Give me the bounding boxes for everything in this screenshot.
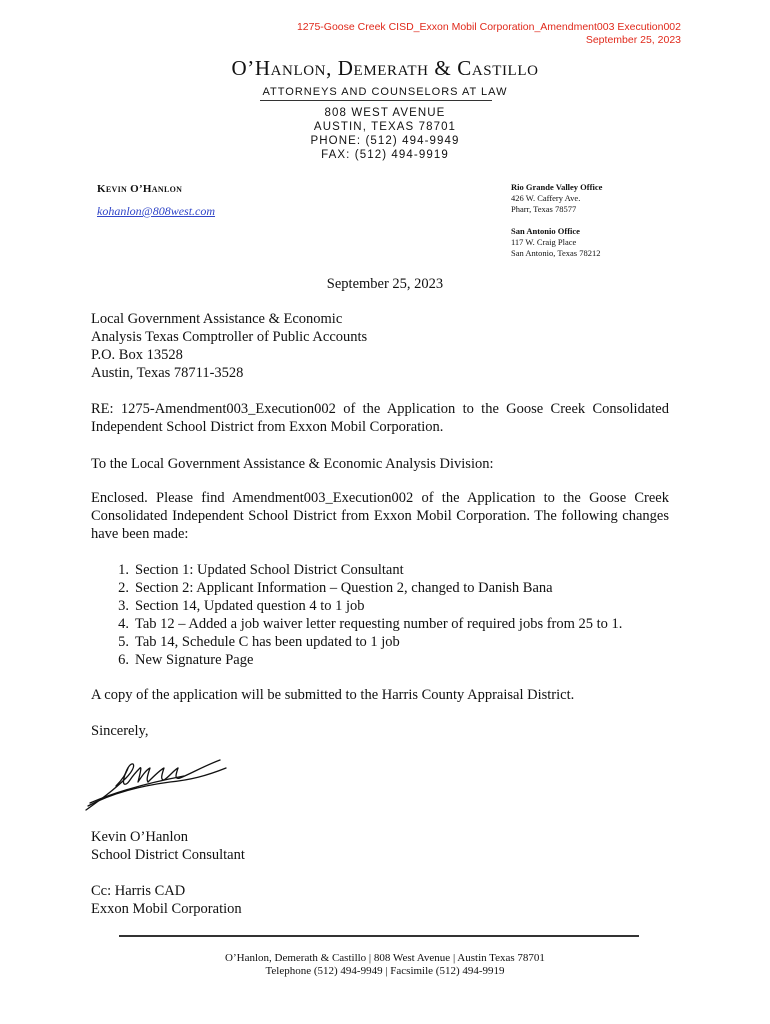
address-line: FAX: (512) 494-9919 <box>321 149 449 161</box>
list-number: 2. <box>118 580 129 596</box>
firm-name: O’Hanlon, Demerath & Castillo <box>231 56 539 80</box>
address-line: AUSTIN, TEXAS 78701 <box>313 121 457 133</box>
list-text: New Signature Page <box>135 652 254 668</box>
signer-title: School District Consultant <box>91 847 245 863</box>
list-number: 4. <box>118 616 129 632</box>
letterhead-divider <box>260 100 492 101</box>
page-footer <box>0 952 770 978</box>
footer-line: O’Hanlon, Demerath & Castillo | 808 West Avenue | Austin Texas 78701 <box>225 952 545 964</box>
office-address-line: 117 W. Craig Place <box>511 237 577 247</box>
list-item <box>91 561 669 579</box>
list-item <box>91 633 669 651</box>
office-title: Rio Grande Valley Office <box>511 182 603 192</box>
attorney-name: Kevin O’Hanlon <box>97 183 183 195</box>
signature-block <box>91 828 669 864</box>
address-line: 808 WEST AVENUE <box>324 107 446 119</box>
list-item <box>91 597 669 615</box>
cc-line: Cc: Harris CAD <box>91 883 186 899</box>
stamp-line-2: September 25, 2023 <box>585 34 681 46</box>
cc-line: Exxon Mobil Corporation <box>91 901 242 917</box>
re-line: RE: 1275-Amendment003_Execution002 of the Application to the Goose Creek Consolidated Independent School District from Exxon Mobil Corporation. <box>91 401 669 435</box>
stamp-line-1: 1275-Goose Creek CISD_Exxon Mobil Corporation_Amendment003 Execution002 <box>296 21 681 33</box>
footer-line: Telephone (512) 494-9949 | Facsimile (512) 494-9919 <box>265 965 505 977</box>
office-address-line: San Antonio, Texas 78212 <box>511 248 601 258</box>
cc-block <box>91 882 669 918</box>
changes-list <box>91 561 669 669</box>
closing: Sincerely, <box>91 723 149 739</box>
firm-address <box>0 106 770 162</box>
list-text: Section 2: Applicant Information – Question 2, changed to Danish Bana <box>135 580 553 596</box>
office-address-line: Pharr, Texas 78577 <box>511 204 577 214</box>
recipient-line: Local Government Assistance & Economic <box>91 311 343 327</box>
list-item <box>91 579 669 597</box>
document-stamp <box>297 21 681 47</box>
handwritten-signature <box>80 756 230 814</box>
address-line: PHONE: (512) 494-9949 <box>310 135 460 147</box>
recipient-line: P.O. Box 13528 <box>91 347 183 363</box>
recipient-line: Austin, Texas 78711-3528 <box>91 365 244 381</box>
list-item <box>91 615 669 633</box>
attorney-email-link[interactable]: kohanlon@808west.com <box>97 204 216 218</box>
firm-subtitle: ATTORNEYS AND COUNSELORS AT LAW <box>262 86 508 98</box>
list-number: 1. <box>118 562 129 578</box>
salutation: To the Local Government Assistance & Economic Analysis Division: <box>91 456 494 472</box>
list-number: 5. <box>118 634 129 650</box>
office-address-line: 426 W. Caffery Ave. <box>511 193 581 203</box>
copy-note: A copy of the application will be submitted to the Harris County Appraisal District. <box>91 687 575 703</box>
list-number: 3. <box>118 598 129 614</box>
signer-name: Kevin O’Hanlon <box>91 829 189 845</box>
list-text: Tab 12 – Added a job waiver letter requesting number of required jobs from 25 to 1. <box>135 616 623 632</box>
list-number: 6. <box>118 652 129 668</box>
list-item <box>91 651 669 669</box>
letter-date: September 25, 2023 <box>326 276 444 292</box>
list-text: Tab 14, Schedule C has been updated to 1 job <box>135 634 400 650</box>
recipient-line: Analysis Texas Comptroller of Public Accounts <box>91 329 368 345</box>
office-san-antonio <box>511 226 600 259</box>
recipient-address <box>91 310 669 382</box>
list-text: Section 14, Updated question 4 to 1 job <box>135 598 365 614</box>
office-title: San Antonio Office <box>511 226 580 236</box>
list-text: Section 1: Updated School District Consultant <box>135 562 404 578</box>
footer-divider <box>119 935 639 937</box>
enclosed-paragraph: Enclosed. Please find Amendment003_Execution002 of the Application to the Goose Creek Consolidated Independent School District from Exxon Mobil Corporation. The following changes have been made: <box>91 490 669 542</box>
office-rio-grande <box>511 182 602 215</box>
